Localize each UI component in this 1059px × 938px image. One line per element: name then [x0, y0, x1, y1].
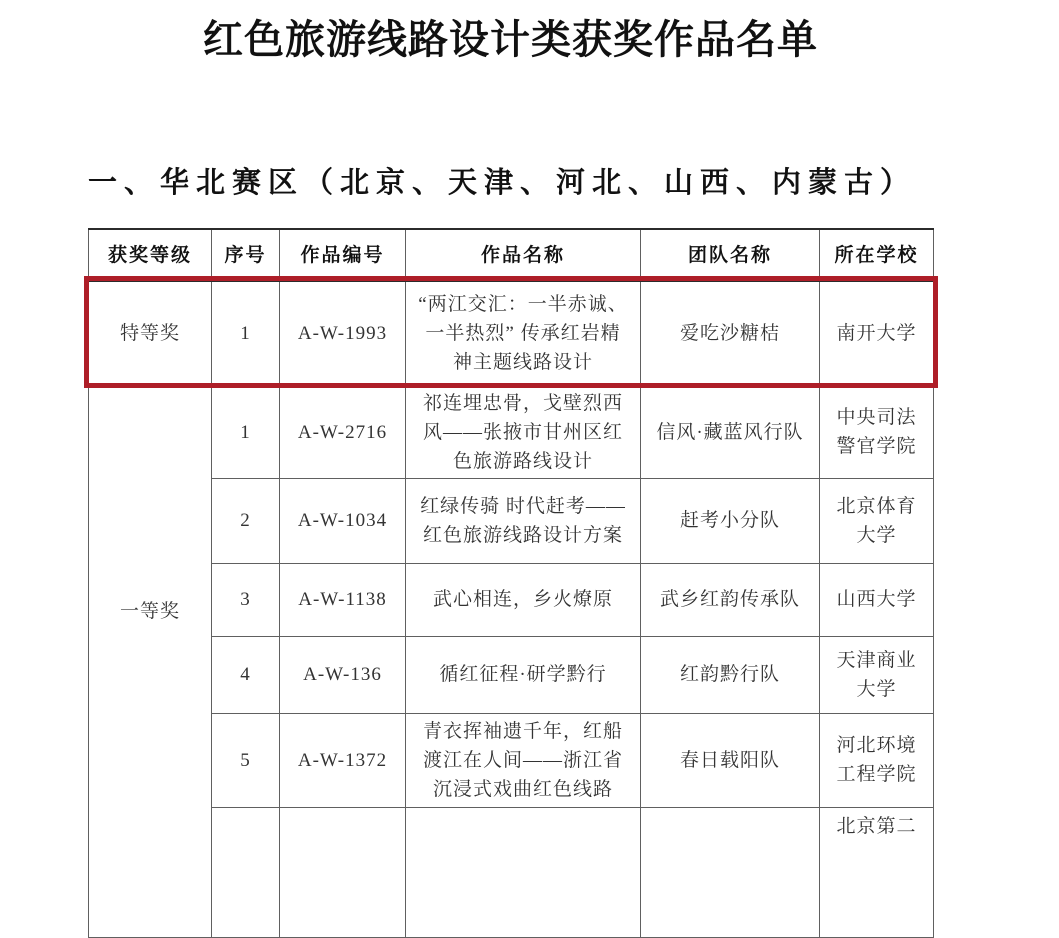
cell-serial [212, 807, 280, 937]
col-header-school: 所在学校 [820, 229, 934, 281]
table-header-row [89, 229, 934, 281]
cell-award-level-first-prize: 一等奖 [89, 386, 212, 937]
cell-work-name: 祁连埋忠骨，戈壁烈西风——张掖市甘州区红色旅游路线设计 [406, 386, 641, 478]
cell-team-name: 武乡红韵传承队 [641, 563, 820, 636]
cell-serial: 3 [212, 563, 280, 636]
awards-table [88, 228, 934, 938]
cell-school: 北京第二 [820, 807, 934, 937]
cell-team-name: 红韵黔行队 [641, 636, 820, 713]
table-row [89, 386, 934, 478]
cell-work-code: A-W-136 [280, 636, 406, 713]
cell-serial: 5 [212, 713, 280, 807]
cell-serial: 1 [212, 281, 280, 386]
col-header-team-name: 团队名称 [641, 229, 820, 281]
cell-serial: 4 [212, 636, 280, 713]
cell-award-level: 特等奖 [89, 281, 212, 386]
cell-school: 南开大学 [820, 281, 934, 386]
cell-school: 天津商业大学 [820, 636, 934, 713]
cell-school: 中央司法警官学院 [820, 386, 934, 478]
cell-team-name: 春日载阳队 [641, 713, 820, 807]
cell-team-name: 爱吃沙糖桔 [641, 281, 820, 386]
cell-school: 山西大学 [820, 563, 934, 636]
table-row [89, 478, 934, 563]
col-header-serial: 序号 [212, 229, 280, 281]
cell-work-name: 红绿传骑 时代赶考——红色旅游线路设计方案 [406, 478, 641, 563]
cell-work-code: A-W-1372 [280, 713, 406, 807]
cell-work-code: A-W-1034 [280, 478, 406, 563]
page-title: 红色旅游线路设计类获奖作品名单 [203, 17, 818, 62]
cell-team-name: 赶考小分队 [641, 478, 820, 563]
table-row [89, 563, 934, 636]
table-row [89, 636, 934, 713]
col-header-award-level: 获奖等级 [89, 229, 212, 281]
section-heading: 一、华北赛区（北京、天津、河北、山西、内蒙古） [88, 167, 917, 199]
table-row-special-prize [89, 281, 934, 386]
cell-team-name: 信风·藏蓝风行队 [641, 386, 820, 478]
cell-serial: 2 [212, 478, 280, 563]
cell-serial: 1 [212, 386, 280, 478]
cell-work-name: 青衣挥袖遗千年，红船渡江在人间——浙江省沉浸式戏曲红色线路 [406, 713, 641, 807]
cell-school: 河北环境工程学院 [820, 713, 934, 807]
cell-team-name [641, 807, 820, 937]
table-row-partial [89, 807, 934, 937]
cell-work-code: A-W-1993 [280, 281, 406, 386]
cell-work-code: A-W-2716 [280, 386, 406, 478]
table-row [89, 713, 934, 807]
cell-work-code [280, 807, 406, 937]
cell-work-code: A-W-1138 [280, 563, 406, 636]
cell-school: 北京体育大学 [820, 478, 934, 563]
cell-work-name: “两江交汇：一半赤诚、一半热烈” 传承红岩精神主题线路设计 [406, 281, 641, 386]
col-header-work-code: 作品编号 [280, 229, 406, 281]
cell-work-name [406, 807, 641, 937]
cell-work-name: 武心相连，乡火燎原 [406, 563, 641, 636]
cell-work-name: 循红征程·研学黔行 [406, 636, 641, 713]
col-header-work-name: 作品名称 [406, 229, 641, 281]
